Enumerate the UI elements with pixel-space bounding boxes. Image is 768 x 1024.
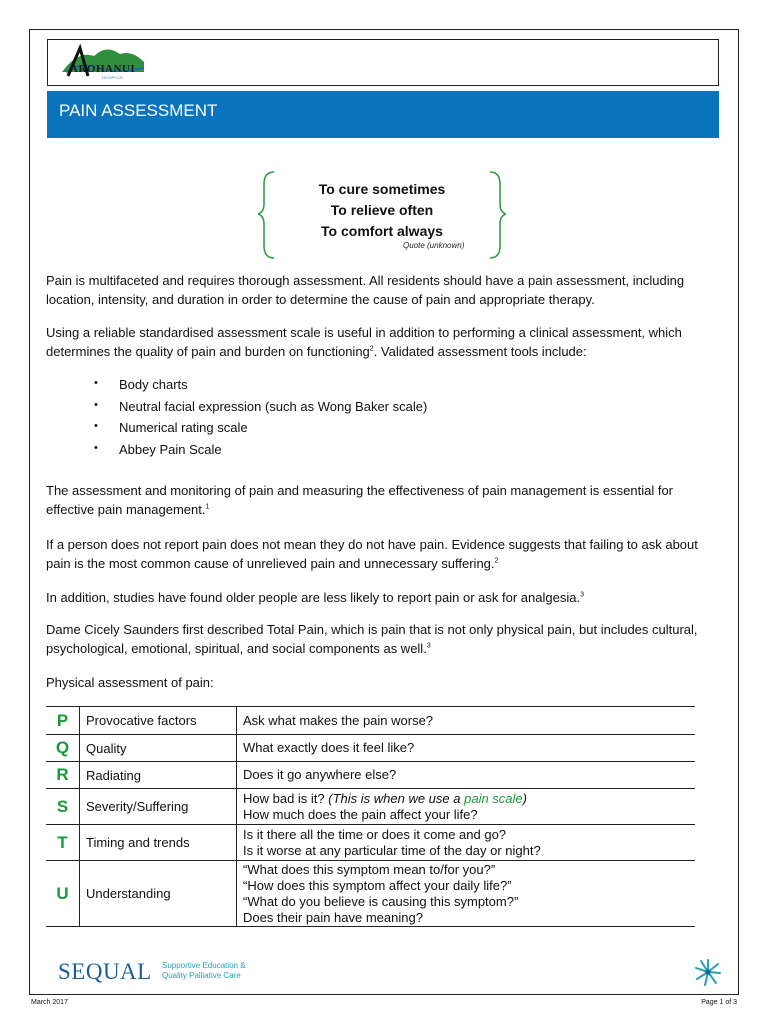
table-row bbox=[46, 707, 695, 735]
factor-cell: Provocative factors bbox=[80, 707, 237, 735]
list-item bbox=[94, 419, 494, 441]
table-row bbox=[46, 762, 695, 789]
question-line: Does their pain have meaning? bbox=[243, 909, 423, 925]
paragraph-older-people bbox=[46, 589, 722, 608]
paragraph-assessment-scale bbox=[46, 324, 722, 361]
sequal-logo bbox=[58, 955, 298, 989]
footer-date: March 2017 bbox=[31, 999, 68, 1006]
question-text: How bad is it? bbox=[243, 790, 329, 806]
reference-number: 3 bbox=[580, 591, 584, 599]
list-item-text: Numerical rating scale bbox=[119, 420, 248, 435]
paragraph-monitoring bbox=[46, 482, 722, 519]
reference-number: 3 bbox=[426, 642, 431, 650]
factor-cell: Quality bbox=[80, 735, 237, 762]
logo-header-box bbox=[47, 39, 719, 86]
question-cell: What exactly does it feel like? bbox=[237, 735, 696, 762]
question-note: (This is when we use a bbox=[328, 790, 465, 806]
sunburst-logo-icon bbox=[694, 958, 722, 986]
list-item-text: Neutral facial expression (such as Wong Baker scale) bbox=[119, 398, 428, 414]
table-row bbox=[46, 789, 695, 825]
question-cell: Does it go anywhere else? bbox=[237, 762, 696, 789]
paragraph-intro: Pain is multifaceted and requires thorough assessment. All residents should have a pain assessment, including location, intensity, and duration in order to determine the cause of pain and appropriate therapy. bbox=[46, 273, 685, 307]
mnemonic-letter: Q bbox=[55, 738, 70, 757]
page-title-banner bbox=[47, 91, 719, 138]
question-line: “What does this symptom mean to/for you?” bbox=[243, 861, 496, 877]
question-cell bbox=[237, 861, 696, 927]
question-line: “How does this symptom affect your daily life?” bbox=[243, 877, 512, 893]
arohanui-logo bbox=[58, 42, 148, 82]
reference-number: 2 bbox=[369, 345, 374, 353]
letter-cell bbox=[46, 735, 80, 762]
factor-cell: Severity/Suffering bbox=[80, 789, 237, 825]
question-cell: Ask what makes the pain worse? bbox=[237, 707, 696, 735]
factor-cell: Timing and trends bbox=[80, 825, 237, 861]
list-item-text: Body charts bbox=[119, 377, 188, 392]
logo-wordmark: AROHANUI bbox=[70, 63, 136, 75]
list-item bbox=[94, 376, 494, 398]
sequal-tagline bbox=[162, 961, 246, 981]
paragraph-text: The assessment and monitoring of pain and measuring the effectiveness of pain management is essential for effective pain management. bbox=[46, 483, 674, 517]
question-line: How much does the pain affect your life? bbox=[243, 806, 478, 822]
mnemonic-letter: U bbox=[56, 883, 69, 903]
paragraph-not-reported bbox=[46, 536, 722, 573]
letter-cell bbox=[46, 789, 80, 825]
question-cell bbox=[237, 789, 696, 825]
assessment-tools-list bbox=[94, 376, 494, 462]
letter-cell bbox=[46, 825, 80, 861]
list-item-text: Abbey Pain Scale bbox=[119, 441, 222, 457]
quote-line-3: To comfort always bbox=[321, 223, 443, 239]
pqrstu-table bbox=[46, 706, 695, 927]
table-row bbox=[46, 825, 695, 861]
footer-page-number: Page 1 of 3 bbox=[701, 999, 737, 1006]
question-line: “What do you believe is causing this symptom?” bbox=[243, 893, 519, 909]
letter-cell bbox=[46, 707, 80, 735]
paragraph-text: . Validated assessment tools include: bbox=[373, 343, 587, 359]
reference-number: 2 bbox=[494, 557, 499, 565]
paragraph-text: In addition, studies have found older people are less likely to report pain or ask for analgesia. bbox=[46, 590, 581, 605]
mnemonic-letter: S bbox=[56, 796, 69, 816]
reference-number: 1 bbox=[205, 503, 210, 511]
bullet-icon: • bbox=[94, 398, 98, 411]
quote-line-1: To cure sometimes bbox=[318, 181, 446, 197]
pain-scale-link[interactable]: pain scale bbox=[464, 790, 523, 806]
question-line: Is it worse at any particular time of the day or night? bbox=[243, 842, 541, 858]
mnemonic-letter: T bbox=[57, 832, 68, 852]
table-row bbox=[46, 861, 695, 927]
quote-source: Quote (unknown) bbox=[403, 241, 465, 250]
paragraph-text: Dame Cicely Saunders first described Total Pain, which is pain that is not only physical pain, but includes cultural, psychological, emotional, spiritual, and social components as well. bbox=[46, 622, 698, 656]
list-item bbox=[94, 398, 494, 420]
letter-cell bbox=[46, 762, 80, 789]
question-note-close: ) bbox=[522, 790, 527, 806]
page-title: PAIN ASSESSMENT bbox=[59, 101, 218, 120]
question-line bbox=[243, 791, 689, 807]
paragraph-text: Using a reliable standardised assessment scale is useful in addition to performing a clinical assessment, which determines the quality of pain and burden on functioning bbox=[46, 325, 682, 359]
question-cell bbox=[237, 825, 696, 861]
sequal-wordmark: SEQUAL bbox=[58, 959, 152, 984]
paragraph-total-pain bbox=[46, 621, 722, 658]
factor-cell: Radiating bbox=[80, 762, 237, 789]
bullet-icon: • bbox=[94, 441, 98, 454]
quote-block bbox=[258, 170, 506, 260]
mnemonic-letter: R bbox=[56, 765, 69, 784]
bullet-icon: • bbox=[94, 420, 98, 432]
factor-cell: Understanding bbox=[80, 861, 237, 927]
table-row bbox=[46, 735, 695, 762]
mnemonic-letter: P bbox=[56, 710, 69, 730]
logo-subtitle: HOSPICE bbox=[102, 75, 124, 80]
quote-line-2: To relieve often bbox=[330, 202, 434, 218]
letter-cell bbox=[46, 861, 80, 927]
paragraph-text: If a person does not report pain does not mean they do not have pain. Evidence suggests that failing to ask about pain is the most common cause of unrelieved pain and unnecessary suffering. bbox=[46, 537, 698, 571]
list-item bbox=[94, 441, 494, 463]
tagline-line-1: Supportive Education & bbox=[162, 961, 246, 970]
question-line: Is it there all the time or does it come and go? bbox=[243, 826, 507, 842]
tagline-line-2: Quality Palliative Care bbox=[162, 971, 241, 980]
bullet-icon: • bbox=[94, 377, 98, 389]
table-caption: Physical assessment of pain: bbox=[46, 675, 214, 690]
